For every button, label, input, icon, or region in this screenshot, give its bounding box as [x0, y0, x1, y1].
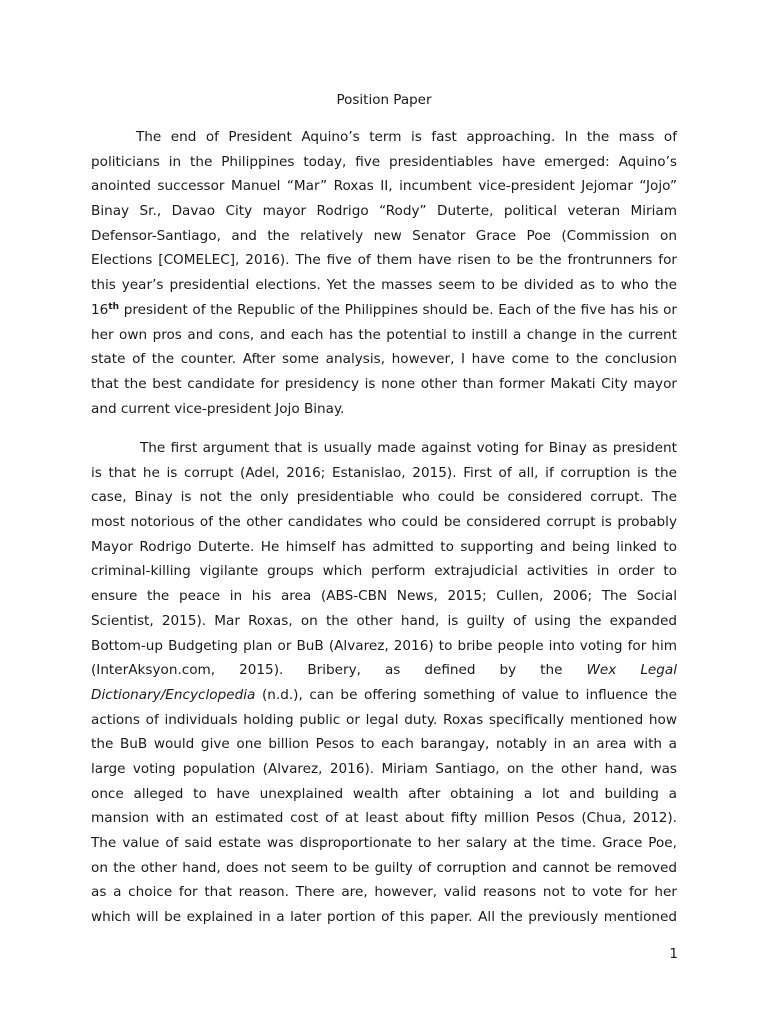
paragraph-line: on the other hand, does not seem to be guilty of corruption and cannot be removed: [91, 859, 677, 876]
paragraph-2: [91, 436, 677, 930]
paragraph-line: Binay Sr., Davao City mayor Rodrigo “Rody” Duterte, political veteran Miriam: [91, 203, 677, 220]
paragraph-line: actions of individuals holding public or legal duty. Roxas specifically mentioned how: [91, 711, 677, 728]
page-number: 1: [669, 946, 678, 962]
paragraph-line: which will be explained in a later portion of this paper. All the previously mentioned: [91, 909, 677, 926]
paragraph-line: mansion with an estimated cost of at least about fifty million Pesos (Chua, 2012).: [91, 810, 677, 827]
paragraph-line: The end of President Aquino’s term is fast approaching. In the mass of: [136, 129, 677, 145]
ordinal-suffix: th: [108, 301, 120, 312]
paragraph-line: Defensor-Santiago, and the relatively new Senator Grace Poe (Commission on: [91, 227, 677, 244]
paragraph-line: The first argument that is usually made against voting for Binay as president: [140, 440, 677, 456]
italic-title: Dictionary/Encyclopedia: [91, 686, 256, 703]
paragraph-line: once alleged to have unexplained wealth after obtaining a lot and building a: [91, 785, 677, 802]
paragraph-line: Mayor Rodrigo Duterte. He himself has admitted to supporting and being linked to: [91, 538, 677, 555]
ordinal-number: 16: [91, 301, 109, 318]
paragraph-line: ensure the peace in his area (ABS-CBN News, 2015; Cullen, 2006; The Social: [91, 588, 677, 605]
paragraph-line: criminal-killing vigilante groups which perform extrajudicial activities in order to: [91, 563, 677, 580]
paragraph-line: The value of said estate was disproportionate to her salary at the time. Grace Poe,: [91, 835, 677, 851]
paragraph-line: large voting population (Alvarez, 2016). Miriam Santiago, on the other hand, was: [91, 760, 677, 777]
paragraph-line: Bottom-up Budgeting plan or BuB (Alvarez, 2016) to bribe people into voting for him: [91, 637, 677, 654]
paragraph-line: most notorious of the other candidates who could be considered corrupt is probably: [91, 514, 677, 531]
paragraph-line: state of the counter. After some analysis, however, I have come to the conclusion: [91, 351, 677, 368]
line-text: (n.d.), can be offering something of value to influence the: [255, 686, 677, 703]
paragraph-line: [91, 298, 677, 323]
italic-title: Wex Legal: [586, 662, 677, 679]
paragraph-line: and current vice-president Jojo Binay.: [91, 400, 345, 417]
paragraph-line: as a choice for that reason. There are, however, valid reasons not to vote for her: [91, 884, 677, 901]
paragraph-line: that the best candidate for presidency is none other than former Makati City mayor: [91, 375, 677, 392]
line-text: president of the Republic of the Philippines should be. Each of the five has his or: [119, 301, 677, 318]
paragraph-line: this year’s presidential elections. Yet the masses seem to be divided as to who the: [91, 277, 677, 294]
paragraph-line: [91, 658, 677, 683]
paragraph-line: case, Binay is not the only presidentiable who could be considered corrupt. The: [91, 489, 677, 506]
paragraph-line: Elections [COMELEC], 2016). The five of them have risen to be the frontrunners for: [91, 252, 677, 269]
paragraph-line: Scientist, 2015). Mar Roxas, on the other hand, is guilty of using the expanded: [91, 612, 677, 629]
paragraph-line: [91, 683, 677, 708]
paragraph-line: politicians in the Philippines today, five presidentiables have emerged: Aquino’s: [91, 153, 677, 170]
paragraph-line: the BuB would give one billion Pesos to each barangay, notably in an area with a: [91, 736, 677, 753]
paragraph-line: anointed successor Manuel “Mar” Roxas II, incumbent vice-president Jejomar “Jojo”: [91, 178, 677, 195]
page-title: Position Paper: [336, 92, 432, 108]
line-text: (InterAksyon.com, 2015). Bribery, as defined by the: [91, 662, 587, 679]
paragraph-line: is that he is corrupt (Adel, 2016; Estanislao, 2015). First of all, if corruption is the: [91, 464, 677, 481]
paragraph-1: [91, 125, 677, 421]
paragraph-line: her own pros and cons, and each has the potential to instill a change in the current: [91, 326, 677, 343]
